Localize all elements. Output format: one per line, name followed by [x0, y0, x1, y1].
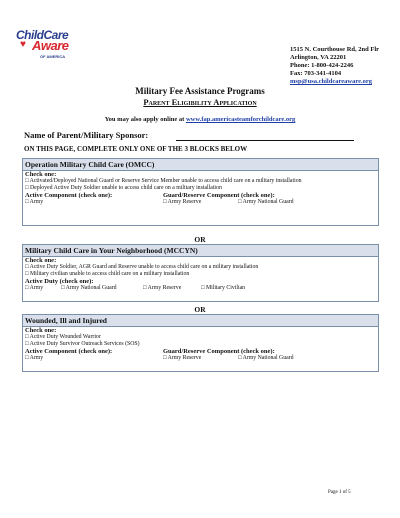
block-mccyn-option-1[interactable]: □ Active Duty Soldier, AGR Guard and Reserve unable to access child care on a military installation: [25, 264, 259, 270]
page-number: Page 1 of 5: [328, 490, 351, 495]
logo-line3: OF AMERICA: [40, 54, 66, 59]
address-city: Arlington, VA 22201: [290, 54, 347, 61]
page-subtitle: Parent Eligibility Application: [143, 97, 257, 107]
block-omcc-active-label: Active Component (check one):: [25, 192, 113, 199]
sponsor-name-field[interactable]: [176, 140, 354, 141]
block-mccyn-header: Military Child Care in Your Neighborhood (MCCYN): [23, 245, 378, 257]
childcare-aware-logo: [14, 28, 68, 64]
page-title: Military Fee Assistance Programs: [135, 86, 265, 96]
block-omcc: [22, 158, 379, 226]
apply-online-prefix: You may also apply online at: [104, 116, 186, 123]
block-mccyn-active-label: Active Duty (check one):: [25, 278, 94, 285]
block-omcc-army-checkbox[interactable]: □ Army: [25, 199, 44, 205]
apply-online-link[interactable]: www.fap.americasteamforchildcare.org: [185, 116, 296, 123]
apply-online-note: [0, 116, 400, 123]
block-wounded-active-label: Active Component (check one):: [25, 348, 113, 355]
address-phone: Phone: 1-800-424-2246: [290, 62, 354, 69]
heart-icon: ♥: [20, 39, 26, 50]
block-wounded: [22, 314, 379, 372]
block-wounded-check-one: Check one:: [25, 327, 57, 334]
block-omcc-check-one: Check one:: [25, 171, 57, 178]
block-omcc-option-2[interactable]: □ Deployed Active Duty Soldier unable to access child care on a military installation: [25, 185, 222, 191]
block-wounded-army-reserve-checkbox[interactable]: □ Army Reserve: [163, 355, 202, 361]
block-mccyn-check-one: Check one:: [25, 257, 57, 264]
logo-line1: ChildCare: [16, 28, 69, 42]
address-street: 1515 N. Courthouse Rd, 2nd Flr: [290, 46, 380, 53]
block-mccyn-civilian-checkbox[interactable]: □ Military Civilian: [201, 285, 246, 291]
block-omcc-option-1[interactable]: □ Activated/Deployed National Guard or Reserve Service Member unable to access child care on a military installation: [25, 178, 302, 184]
or-divider-1: OR: [194, 235, 206, 244]
block-omcc-army-ng-checkbox[interactable]: □ Army National Guard: [238, 199, 294, 205]
block-wounded-army-ng-checkbox[interactable]: □ Army National Guard: [238, 355, 294, 361]
block-mccyn-army-checkbox[interactable]: □ Army: [25, 285, 44, 291]
block-mccyn-option-2[interactable]: □ Military civilian unable to access child care on a military installation: [25, 271, 190, 277]
or-divider-2: OR: [194, 305, 206, 314]
block-wounded-option-1[interactable]: □ Active Duty Wounded Warrior: [25, 334, 101, 340]
address-fax: Fax: 703-341-4104: [290, 70, 342, 77]
block-mccyn: [22, 244, 379, 302]
address-email-link[interactable]: msp@usa.childcareaware.org: [290, 78, 372, 85]
block-omcc-guard-label: Guard/Reserve Component (check one):: [163, 192, 275, 199]
block-mccyn-army-ng-checkbox[interactable]: □ Army National Guard: [61, 285, 117, 291]
block-omcc-army-reserve-checkbox[interactable]: □ Army Reserve: [163, 199, 202, 205]
block-wounded-army-checkbox[interactable]: □ Army: [25, 355, 44, 361]
block-wounded-header: Wounded, Ill and Injured: [23, 315, 378, 327]
instruction-text: ON THIS PAGE, COMPLETE ONLY ONE OF THE 3 BLOCKS BELOW: [24, 145, 248, 153]
sponsor-label: Name of Parent/Military Sponsor:: [24, 130, 149, 140]
block-wounded-guard-label: Guard/Reserve Component (check one):: [163, 348, 275, 355]
block-omcc-header: Operation Military Child Care (OMCC): [23, 159, 378, 171]
block-wounded-option-2[interactable]: □ Active Duty Survivor Outreach Services (SOS): [25, 341, 140, 347]
address-block: [290, 46, 379, 86]
block-mccyn-army-reserve-checkbox[interactable]: □ Army Reserve: [143, 285, 182, 291]
logo-line2: Aware: [32, 38, 69, 53]
